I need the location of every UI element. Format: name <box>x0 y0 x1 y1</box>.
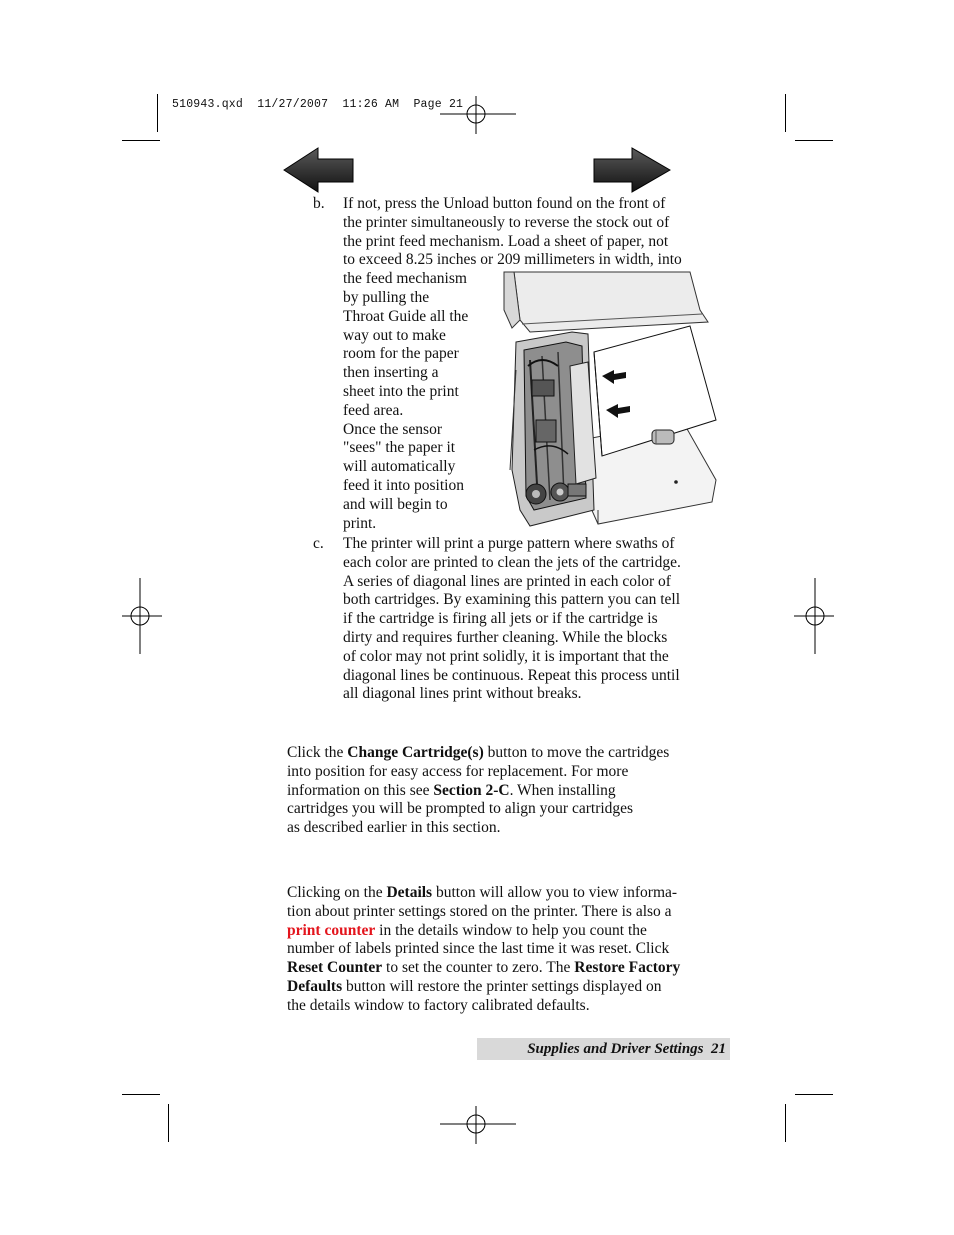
print-counter-highlight: print counter <box>287 921 376 939</box>
text-line <box>287 884 737 903</box>
restore-factory-ref: Restore Factory <box>574 959 681 977</box>
text-line <box>287 959 737 978</box>
crop-mark <box>157 94 158 132</box>
text-line: by pulling the <box>343 288 430 306</box>
printer-feed-illustration <box>502 270 720 532</box>
list-marker: b. <box>313 195 325 212</box>
text-line: of color may not print solidly, it is important that the <box>343 647 669 665</box>
text-line: Throat Guide all the <box>343 307 469 325</box>
text-line: Once the sensor <box>343 420 442 438</box>
text-line: the printer simultaneously to reverse the stock out of <box>343 213 670 231</box>
text-line: the print feed mechanism. Load a sheet of paper, not <box>343 232 669 250</box>
text-line: if the cartridge is firing all jets or if the cartridge is <box>343 610 658 628</box>
text-run: button to move the cartridges <box>483 744 670 761</box>
text-run: Click the <box>287 744 348 761</box>
text-line: dirty and requires further cleaning. While the blocks <box>343 628 668 646</box>
page-number: 21 <box>711 1041 726 1057</box>
registration-mark-icon <box>122 578 162 654</box>
text-run: in the details window to help you count the <box>375 921 647 939</box>
crop-mark <box>795 1094 833 1095</box>
text-line: as described earlier in this section. <box>287 819 501 837</box>
text-line: print. <box>343 514 377 532</box>
text-line: feed area. <box>343 401 404 419</box>
text-line <box>287 922 737 941</box>
text-line: will automatically <box>343 458 456 476</box>
text-line: all diagonal lines print without breaks. <box>343 685 582 703</box>
file-slug: 510943.qxd 11/27/2007 11:26 AM Page 21 <box>172 98 464 111</box>
reset-counter-ref: Reset Counter <box>287 959 383 977</box>
section-ref: Section 2-C <box>433 781 510 799</box>
text-line: "sees" the paper it <box>343 439 456 457</box>
text-line: room for the paper <box>343 345 459 363</box>
text-line <box>287 978 737 997</box>
text-line: then inserting a <box>343 364 439 382</box>
details-paragraph <box>287 884 737 1016</box>
text-run: . When installing <box>509 781 616 799</box>
page-footer <box>477 1038 730 1060</box>
text-run: Clicking on the <box>287 884 387 901</box>
right-arrow-icon[interactable] <box>592 146 672 194</box>
text-line <box>287 782 737 801</box>
text-line: feed it into position <box>343 476 464 494</box>
registration-mark-icon <box>794 578 834 654</box>
change-cartridge-button-ref: Change Cartridge(s) <box>347 744 484 761</box>
text-line <box>287 744 737 763</box>
crop-mark <box>122 140 160 141</box>
text-line: the details window to factory calibrated defaults. <box>287 996 590 1014</box>
crop-mark <box>795 140 833 141</box>
defaults-ref: Defaults <box>287 977 343 995</box>
text-line: A series of diagonal lines are printed in each color of <box>343 572 671 590</box>
footer-section-title: Supplies and Driver Settings <box>527 1041 704 1057</box>
text-run: information on this see <box>287 781 434 799</box>
text-line: The printer will print a purge pattern where swaths of <box>343 535 675 552</box>
crop-mark <box>785 94 786 132</box>
text-line: and will begin to <box>343 495 448 513</box>
crop-mark <box>122 1094 160 1095</box>
text-line: to exceed 8.25 inches or 209 millimeters in width, into <box>343 251 682 269</box>
text-line: way out to make <box>343 326 446 344</box>
text-line: number of labels printed since the last time it was reset. Click <box>287 940 670 958</box>
text-line: both cartridges. By examining this pattern you can tell <box>343 591 681 609</box>
crop-mark <box>168 1104 169 1142</box>
details-button-ref: Details <box>386 884 433 901</box>
change-cartridge-paragraph <box>287 744 737 838</box>
left-arrow-icon[interactable] <box>282 146 356 194</box>
text-run: button will restore the printer settings displayed on <box>342 977 662 995</box>
list-marker: c. <box>313 535 324 552</box>
text-run: to set the counter to zero. The <box>382 959 575 977</box>
text-line: sheet into the print <box>343 382 459 400</box>
text-line: each color are printed to clean the jets of the cartridge. <box>343 553 681 571</box>
registration-mark-icon <box>440 96 516 136</box>
crop-mark <box>785 1104 786 1142</box>
text-line: the feed mechanism <box>343 270 467 288</box>
text-line: If not, press the Unload button found on the front of <box>343 195 666 212</box>
text-line: diagonal lines be continuous. Repeat this process until <box>343 666 680 684</box>
text-run: button will allow you to view informa- <box>432 884 678 901</box>
text-line: tion about printer settings stored on the printer. There is also a <box>287 902 672 920</box>
step-c-text <box>343 535 733 704</box>
registration-mark-icon <box>440 1106 516 1146</box>
text-line: into position for easy access for replacement. For more <box>287 762 629 780</box>
text-line: cartridges you will be prompted to align your cartridges <box>287 800 634 818</box>
